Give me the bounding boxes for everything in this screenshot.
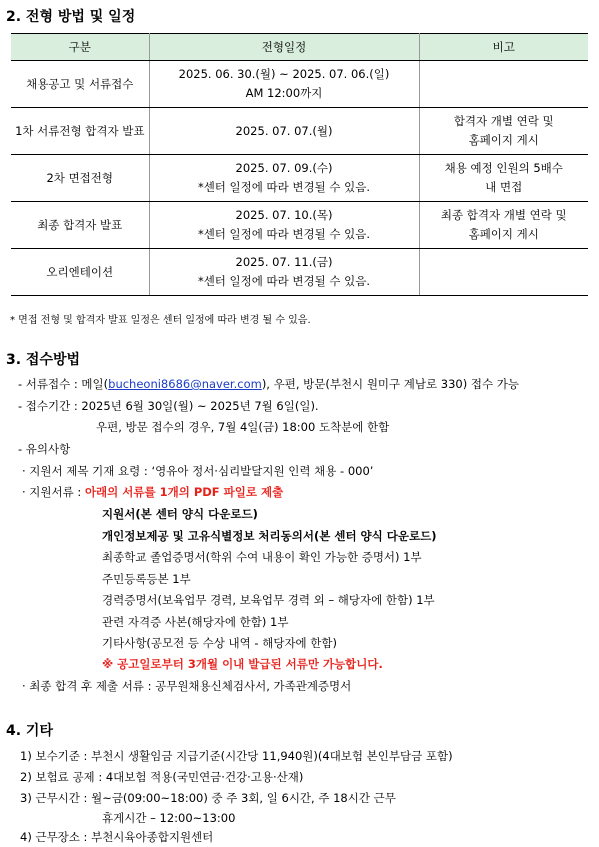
schedule-line: *센터 일정에 따라 변경될 수 있음. (197, 227, 371, 241)
note-line: 채용 예정 인원의 5배수 (444, 161, 563, 175)
etc-item: 3) 근무시간 : 월~금(09:00~18:00) 중 주 3회, 일 6시간, 주 18시간 근무 (20, 791, 396, 805)
break-time: 휴게시간 – 12:00~13:00 (102, 811, 236, 825)
note-cell (419, 155, 588, 202)
subject-rule: · 지원서 제목 기재 요령 : ‘영유아 정서·심리발달지원 인력 채용 - 000’ (22, 464, 374, 478)
stage-cell: 2차 면접전형 (11, 155, 149, 202)
receipt-suffix: ), 우편, 방문(부천시 원미구 계남로 330) 접수 가능 (261, 377, 519, 391)
note-cell (419, 61, 588, 108)
doc-item: 개인정보제공 및 고유식별정보 처리동의서(본 센터 양식 다운로드) (102, 529, 437, 543)
doc-item: 최종학교 졸업증명서(학위 수여 내용이 확인 가능한 증명서) 1부 (102, 550, 422, 564)
docs-label: · 지원서류 : (22, 485, 85, 499)
section3-title: 3. 접수방법 (6, 352, 81, 368)
schedule-cell (149, 108, 419, 155)
note-cell (419, 249, 588, 296)
table-row (11, 155, 588, 202)
note-line: 합격자 개별 연락 및 (453, 114, 554, 128)
schedule-line: 2025. 07. 07.(월) (235, 123, 333, 138)
doc-item: 관련 자격증 사본(해당자에 한함) 1부 (102, 615, 289, 629)
note-line: 홈페이지 게시 (468, 227, 539, 241)
table-header-row (11, 34, 588, 61)
schedule-cell (149, 202, 419, 249)
schedule-line: 2025. 07. 10.(목) (235, 208, 333, 222)
note-line: 홈페이지 게시 (468, 133, 539, 147)
stage-cell: 최종 합격자 발표 (11, 202, 149, 249)
note-line: 최종 합격자 개별 연락 및 (440, 208, 567, 222)
stage-cell: 오리엔테이션 (11, 249, 149, 296)
doc-item: 경력증명서(보육업무 경력, 보육업무 경력 외 – 해당자에 한함) 1부 (102, 593, 435, 607)
col-header-note: 비고 (419, 34, 588, 61)
docs-highlight: 아래의 서류를 1개의 PDF 파일로 제출 (84, 485, 284, 499)
schedule-cell (149, 61, 419, 108)
table-row (11, 249, 588, 296)
section2-title: 2. 전형 방법 및 일정 (6, 9, 136, 25)
etc-item: 1) 보수기준 : 부천시 생활임금 지급기준(시간당 11,940원)(4대보험 본인부담금 포함) (20, 749, 453, 763)
table-row (11, 108, 588, 155)
doc-item: 기타사항(공모전 등 수상 내역 - 해당자에 한함) (102, 636, 338, 650)
etc-item: 4) 근무장소 : 부천시육아종합지원센터 (20, 830, 214, 844)
note-cell (419, 202, 588, 249)
period-line: - 접수기간 : 2025년 6월 30일(월) ~ 2025년 7월 6일(일). (18, 399, 319, 413)
schedule-line: *센터 일정에 따라 변경될 수 있음. (197, 180, 371, 194)
stage-cell: 1차 서류전형 합격자 발표 (11, 108, 149, 155)
doc-item: 주민등록등본 1부 (102, 572, 191, 586)
schedule-footnote: * 면접 전형 및 합격자 발표 일정은 센터 일정에 따라 변경 될 수 있음. (10, 315, 311, 326)
section4-title: 4. 기타 (6, 723, 53, 739)
etc-item: 2) 보험료 공제 : 4대보험 적용(국민연금·건강·고용·산재) (20, 770, 304, 784)
notice-label: - 유의사항 (18, 442, 71, 456)
docs-line (22, 484, 283, 500)
schedule-cell (149, 249, 419, 296)
table-row (11, 202, 588, 249)
col-header-schedule: 전형일정 (149, 34, 419, 61)
table-row (11, 61, 588, 108)
note-cell (419, 108, 588, 155)
schedule-line: 2025. 06. 30.(월) ~ 2025. 07. 06.(일) (178, 67, 390, 81)
stage-cell: 채용공고 및 서류접수 (11, 61, 149, 108)
receipt-prefix: - 서류접수 : 메일( (18, 377, 109, 391)
final-docs: · 최종 합격 후 제출 서류 : 공무원채용신체검사서, 가족관계증명서 (22, 679, 352, 693)
doc-item: 지원서(본 센터 양식 다운로드) (102, 507, 258, 521)
note-line: 내 면접 (485, 180, 523, 194)
schedule-line: AM 12:00까지 (245, 86, 323, 100)
period-note: 우편, 방문 접수의 경우, 7월 4일(금) 18:00 도착분에 한함 (96, 420, 390, 434)
schedule-table (11, 33, 588, 296)
receipt-line (18, 376, 519, 392)
email-link[interactable]: bucheoni8686@naver.com (108, 377, 262, 391)
schedule-line: 2025. 07. 11.(금) (235, 255, 333, 269)
col-header-category: 구분 (11, 34, 149, 61)
schedule-cell (149, 155, 419, 202)
schedule-line: 2025. 07. 09.(수) (235, 161, 333, 175)
schedule-line: *센터 일정에 따라 변경될 수 있음. (197, 274, 371, 288)
docs-warning: ※ 공고일로부터 3개월 이내 발급된 서류만 가능합니다. (102, 657, 383, 671)
